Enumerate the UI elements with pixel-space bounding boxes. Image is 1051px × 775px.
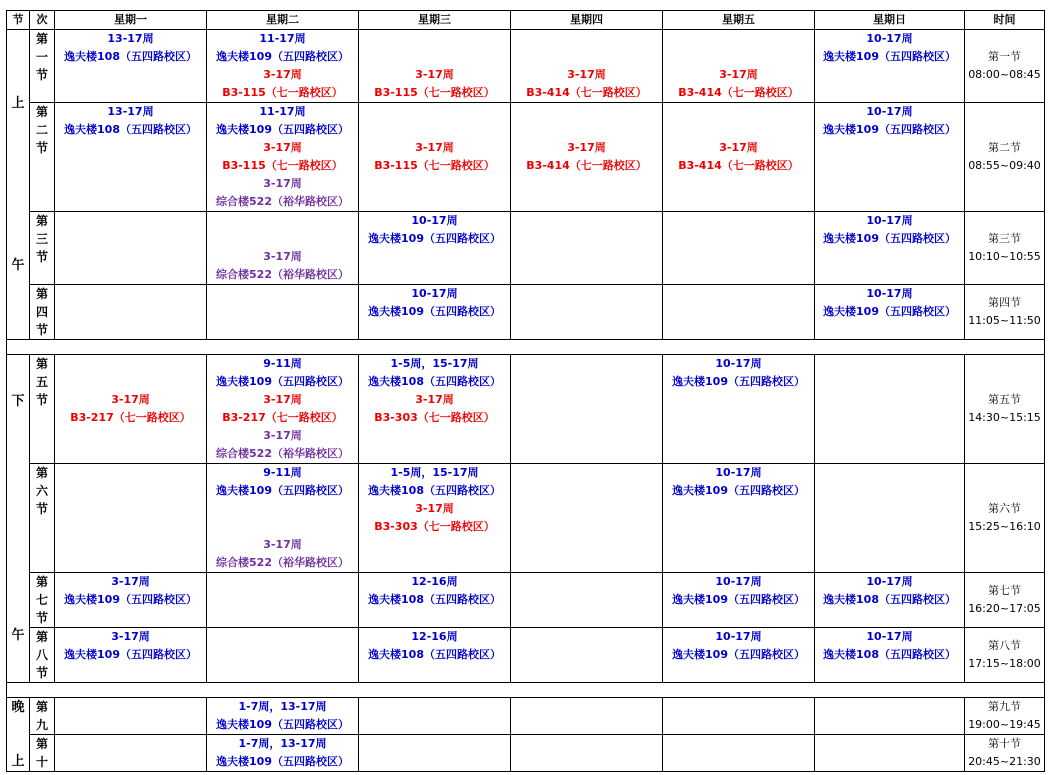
section-row bbox=[7, 735, 1045, 772]
course-cell bbox=[663, 573, 815, 628]
half-char: 午 bbox=[11, 627, 25, 643]
time-cell bbox=[965, 698, 1045, 735]
section-char: 第 bbox=[35, 630, 48, 644]
section-char: 第 bbox=[35, 737, 48, 751]
course-cell bbox=[55, 573, 207, 628]
course-weeks: 10-17周 bbox=[866, 630, 913, 643]
course-weeks: 10-17周 bbox=[866, 214, 913, 227]
course-cell bbox=[207, 355, 359, 464]
course-cell bbox=[55, 698, 207, 735]
section-char: 四 bbox=[35, 305, 48, 319]
time-cell bbox=[965, 285, 1045, 340]
course-room: 综合楼522（裕华路校区） bbox=[216, 556, 349, 569]
course-cell bbox=[55, 735, 207, 772]
section-char: 七 bbox=[35, 593, 48, 607]
section-row bbox=[7, 464, 1045, 573]
section-label bbox=[30, 698, 55, 735]
course-weeks: 10-17周 bbox=[715, 575, 762, 588]
course-weeks: 3-17周 bbox=[415, 68, 454, 81]
course-cell bbox=[815, 103, 965, 212]
time-cell bbox=[965, 212, 1045, 285]
section-char: 第 bbox=[35, 357, 48, 371]
course-room: 逸夫楼108（五四路校区） bbox=[823, 593, 956, 606]
course-weeks: 1-5周，15-17周 bbox=[390, 357, 479, 370]
course-cell bbox=[511, 628, 663, 683]
course-cell bbox=[663, 628, 815, 683]
half-char: 上 bbox=[11, 753, 25, 769]
section-label bbox=[30, 355, 55, 464]
time-range: 10:10~10:55 bbox=[968, 250, 1041, 263]
spacer bbox=[359, 103, 510, 121]
time-cell bbox=[965, 355, 1045, 464]
course-room: 逸夫楼108（五四路校区） bbox=[368, 648, 501, 661]
section-label bbox=[30, 30, 55, 103]
time-range: 08:55~09:40 bbox=[968, 159, 1041, 172]
course-room: 逸夫楼108（五四路校区） bbox=[64, 123, 197, 136]
course-room: 逸夫楼109（五四路校区） bbox=[672, 648, 805, 661]
time-cell bbox=[965, 735, 1045, 772]
course-room: 逸夫楼108（五四路校区） bbox=[823, 648, 956, 661]
gap-cell bbox=[7, 340, 1045, 355]
course-cell bbox=[207, 212, 359, 285]
gap-cell bbox=[7, 683, 1045, 698]
course-cell bbox=[207, 285, 359, 340]
section-char: 第 bbox=[35, 575, 48, 589]
section-char: 节 bbox=[35, 323, 48, 337]
course-cell bbox=[511, 573, 663, 628]
course-cell bbox=[55, 212, 207, 285]
course-room: 综合楼522（裕华路校区） bbox=[216, 447, 349, 460]
half-char: 晚 bbox=[11, 699, 25, 715]
course-room: 逸夫楼109（五四路校区） bbox=[672, 593, 805, 606]
section-label bbox=[30, 628, 55, 683]
time-name: 第六节 bbox=[988, 502, 1021, 515]
section-row bbox=[7, 355, 1045, 464]
section-char: 第 bbox=[35, 214, 48, 228]
course-cell bbox=[359, 355, 511, 464]
course-cell bbox=[55, 285, 207, 340]
course-cell bbox=[359, 698, 511, 735]
course-weeks: 3-17周 bbox=[111, 630, 150, 643]
course-weeks: 10-17周 bbox=[715, 630, 762, 643]
course-weeks: 11-17周 bbox=[259, 105, 306, 118]
course-cell bbox=[359, 735, 511, 772]
half-char: 午 bbox=[11, 257, 25, 273]
spacer bbox=[207, 500, 358, 518]
course-weeks: 3-17周 bbox=[263, 250, 302, 263]
header-time: 时间 bbox=[965, 11, 1045, 30]
course-room: 逸夫楼109（五四路校区） bbox=[672, 484, 805, 497]
course-cell bbox=[815, 30, 965, 103]
course-cell bbox=[511, 355, 663, 464]
course-room: 逸夫楼109（五四路校区） bbox=[368, 232, 501, 245]
course-cell bbox=[359, 212, 511, 285]
spacer bbox=[55, 355, 206, 373]
course-weeks: 1-7周，13-17周 bbox=[238, 737, 327, 750]
course-room: 综合楼522（裕华路校区） bbox=[216, 195, 349, 208]
course-cell bbox=[207, 698, 359, 735]
gap-row bbox=[7, 683, 1045, 698]
course-cell bbox=[55, 103, 207, 212]
course-room: 逸夫楼109（五四路校区） bbox=[216, 484, 349, 497]
section-char: 三 bbox=[35, 232, 48, 246]
course-weeks: 3-17周 bbox=[719, 141, 758, 154]
spacer bbox=[663, 103, 814, 121]
section-char: 节 bbox=[35, 502, 48, 516]
course-cell bbox=[207, 103, 359, 212]
course-cell bbox=[815, 464, 965, 573]
course-room: B3-414（七一路校区） bbox=[678, 86, 799, 99]
header-day: 星期二 bbox=[207, 11, 359, 30]
header-jie: 节 bbox=[7, 11, 30, 30]
section-char: 第 bbox=[35, 466, 48, 480]
time-cell bbox=[965, 628, 1045, 683]
timetable bbox=[6, 10, 1045, 772]
course-cell bbox=[359, 103, 511, 212]
course-cell bbox=[663, 30, 815, 103]
course-weeks: 3-17周 bbox=[567, 68, 606, 81]
section-char: 五 bbox=[35, 375, 48, 389]
section-char: 节 bbox=[35, 611, 48, 625]
course-cell bbox=[207, 735, 359, 772]
spacer bbox=[359, 48, 510, 66]
course-cell bbox=[511, 30, 663, 103]
course-cell bbox=[207, 30, 359, 103]
section-char: 节 bbox=[35, 141, 48, 155]
section-char: 节 bbox=[35, 666, 48, 680]
course-cell bbox=[359, 573, 511, 628]
course-room: B3-115（七一路校区） bbox=[374, 159, 495, 172]
time-range: 19:00~19:45 bbox=[968, 718, 1041, 731]
spacer bbox=[511, 103, 662, 121]
course-cell bbox=[55, 464, 207, 573]
gap-row bbox=[7, 340, 1045, 355]
course-weeks: 10-17周 bbox=[715, 466, 762, 479]
course-room: 逸夫楼108（五四路校区） bbox=[368, 593, 501, 606]
course-cell bbox=[207, 464, 359, 573]
course-room: B3-414（七一路校区） bbox=[526, 159, 647, 172]
half-char: 下 bbox=[11, 393, 25, 409]
course-weeks: 10-17周 bbox=[411, 214, 458, 227]
course-cell bbox=[207, 628, 359, 683]
course-room: B3-303（七一路校区） bbox=[374, 520, 495, 533]
half-char: 上 bbox=[11, 95, 25, 111]
course-cell bbox=[359, 30, 511, 103]
course-room: 逸夫楼109（五四路校区） bbox=[64, 593, 197, 606]
course-cell bbox=[359, 285, 511, 340]
course-room: 综合楼522（裕华路校区） bbox=[216, 268, 349, 281]
course-room: 逸夫楼109（五四路校区） bbox=[216, 375, 349, 388]
course-cell bbox=[663, 355, 815, 464]
spacer bbox=[55, 373, 206, 391]
course-cell bbox=[359, 628, 511, 683]
course-cell bbox=[815, 212, 965, 285]
time-range: 14:30~15:15 bbox=[968, 411, 1041, 424]
spacer bbox=[207, 212, 358, 230]
course-cell bbox=[815, 628, 965, 683]
course-cell bbox=[663, 212, 815, 285]
time-range: 08:00~08:45 bbox=[968, 68, 1041, 81]
time-name: 第十节 bbox=[988, 737, 1021, 750]
course-weeks: 3-17周 bbox=[415, 393, 454, 406]
course-weeks: 12-16周 bbox=[411, 575, 458, 588]
section-row bbox=[7, 30, 1045, 103]
time-name: 第一节 bbox=[988, 50, 1021, 63]
course-weeks: 10-17周 bbox=[866, 105, 913, 118]
course-cell bbox=[511, 285, 663, 340]
header-day: 星期四 bbox=[511, 11, 663, 30]
course-weeks: 11-17周 bbox=[259, 32, 306, 45]
section-char: 节 bbox=[35, 393, 48, 407]
section-char: 第 bbox=[35, 32, 48, 46]
course-cell bbox=[55, 30, 207, 103]
section-row bbox=[7, 103, 1045, 212]
section-char: 十 bbox=[35, 755, 48, 769]
course-weeks: 3-17周 bbox=[415, 502, 454, 515]
time-name: 第二节 bbox=[988, 141, 1021, 154]
course-room: B3-115（七一路校区） bbox=[222, 159, 343, 172]
spacer bbox=[663, 30, 814, 48]
course-weeks: 3-17周 bbox=[111, 575, 150, 588]
section-char: 第 bbox=[35, 700, 48, 714]
course-weeks: 3-17周 bbox=[415, 141, 454, 154]
spacer bbox=[511, 30, 662, 48]
course-cell bbox=[511, 212, 663, 285]
course-cell bbox=[663, 285, 815, 340]
half-label bbox=[7, 355, 30, 683]
course-weeks: 3-17周 bbox=[263, 68, 302, 81]
header-ci: 次 bbox=[30, 11, 55, 30]
section-label bbox=[30, 212, 55, 285]
spacer bbox=[207, 518, 358, 536]
section-label bbox=[30, 464, 55, 573]
course-cell bbox=[511, 735, 663, 772]
course-weeks: 3-17周 bbox=[719, 68, 758, 81]
section-label bbox=[30, 573, 55, 628]
section-char: 九 bbox=[35, 718, 48, 732]
course-room: 逸夫楼109（五四路校区） bbox=[823, 123, 956, 136]
time-name: 第八节 bbox=[988, 639, 1021, 652]
course-cell bbox=[55, 628, 207, 683]
course-cell bbox=[815, 573, 965, 628]
spacer bbox=[663, 121, 814, 139]
course-cell bbox=[815, 355, 965, 464]
course-cell bbox=[207, 573, 359, 628]
time-name: 第四节 bbox=[988, 296, 1021, 309]
course-room: B3-115（七一路校区） bbox=[374, 86, 495, 99]
time-range: 15:25~16:10 bbox=[968, 520, 1041, 533]
section-row bbox=[7, 698, 1045, 735]
course-weeks: 3-17周 bbox=[567, 141, 606, 154]
section-char: 第 bbox=[35, 287, 48, 301]
course-room: 逸夫楼109（五四路校区） bbox=[216, 50, 349, 63]
header-day: 星期一 bbox=[55, 11, 207, 30]
time-cell bbox=[965, 464, 1045, 573]
course-cell bbox=[511, 698, 663, 735]
course-cell bbox=[815, 698, 965, 735]
header-day: 星期五 bbox=[663, 11, 815, 30]
course-weeks: 10-17周 bbox=[866, 287, 913, 300]
course-weeks: 10-17周 bbox=[866, 575, 913, 588]
section-label bbox=[30, 285, 55, 340]
course-room: 逸夫楼108（五四路校区） bbox=[64, 50, 197, 63]
section-row bbox=[7, 212, 1045, 285]
course-weeks: 13-17周 bbox=[107, 32, 154, 45]
section-row bbox=[7, 285, 1045, 340]
course-room: 逸夫楼109（五四路校区） bbox=[216, 755, 349, 768]
course-cell bbox=[511, 103, 663, 212]
course-room: 逸夫楼109（五四路校区） bbox=[823, 50, 956, 63]
course-cell bbox=[815, 735, 965, 772]
spacer bbox=[359, 121, 510, 139]
spacer bbox=[511, 48, 662, 66]
time-range: 17:15~18:00 bbox=[968, 657, 1041, 670]
course-cell bbox=[663, 698, 815, 735]
section-row bbox=[7, 573, 1045, 628]
section-char: 第 bbox=[35, 105, 48, 119]
half-label bbox=[7, 30, 30, 340]
course-weeks: 3-17周 bbox=[263, 177, 302, 190]
time-cell bbox=[965, 103, 1045, 212]
spacer bbox=[359, 30, 510, 48]
course-room: B3-414（七一路校区） bbox=[678, 159, 799, 172]
course-room: B3-217（七一路校区） bbox=[222, 411, 343, 424]
time-name: 第三节 bbox=[988, 232, 1021, 245]
course-weeks: 3-17周 bbox=[263, 393, 302, 406]
section-char: 六 bbox=[35, 484, 48, 498]
course-weeks: 12-16周 bbox=[411, 630, 458, 643]
time-range: 16:20~17:05 bbox=[968, 602, 1041, 615]
course-weeks: 1-7周，13-17周 bbox=[238, 700, 327, 713]
header-day: 星期三 bbox=[359, 11, 511, 30]
section-char: 节 bbox=[35, 250, 48, 264]
course-room: 逸夫楼109（五四路校区） bbox=[368, 305, 501, 318]
section-row bbox=[7, 628, 1045, 683]
time-range: 20:45~21:30 bbox=[968, 755, 1041, 768]
course-room: 逸夫楼108（五四路校区） bbox=[368, 484, 501, 497]
course-room: 逸夫楼109（五四路校区） bbox=[823, 305, 956, 318]
section-label bbox=[30, 735, 55, 772]
section-char: 节 bbox=[35, 68, 48, 82]
course-weeks: 10-17周 bbox=[411, 287, 458, 300]
course-weeks: 3-17周 bbox=[263, 538, 302, 551]
spacer bbox=[663, 48, 814, 66]
header-day: 星期日 bbox=[815, 11, 965, 30]
course-room: 逸夫楼109（五四路校区） bbox=[216, 718, 349, 731]
course-weeks: 1-5周，15-17周 bbox=[390, 466, 479, 479]
time-name: 第五节 bbox=[988, 393, 1021, 406]
time-name: 第七节 bbox=[988, 584, 1021, 597]
course-weeks: 9-11周 bbox=[263, 466, 302, 479]
time-cell bbox=[965, 573, 1045, 628]
course-room: 逸夫楼109（五四路校区） bbox=[672, 375, 805, 388]
course-weeks: 3-17周 bbox=[263, 141, 302, 154]
course-room: 逸夫楼109（五四路校区） bbox=[216, 123, 349, 136]
course-weeks: 10-17周 bbox=[715, 357, 762, 370]
course-room: 逸夫楼109（五四路校区） bbox=[823, 232, 956, 245]
section-char: 一 bbox=[35, 50, 48, 64]
time-cell bbox=[965, 30, 1045, 103]
course-weeks: 3-17周 bbox=[263, 429, 302, 442]
course-weeks: 10-17周 bbox=[866, 32, 913, 45]
spacer bbox=[511, 121, 662, 139]
course-cell bbox=[815, 285, 965, 340]
course-cell bbox=[511, 464, 663, 573]
course-cell bbox=[663, 103, 815, 212]
course-room: 逸夫楼108（五四路校区） bbox=[368, 375, 501, 388]
time-range: 11:05~11:50 bbox=[968, 314, 1041, 327]
course-room: B3-115（七一路校区） bbox=[222, 86, 343, 99]
course-room: 逸夫楼109（五四路校区） bbox=[64, 648, 197, 661]
time-name: 第九节 bbox=[988, 700, 1021, 713]
course-room: B3-217（七一路校区） bbox=[70, 411, 191, 424]
course-weeks: 3-17周 bbox=[111, 393, 150, 406]
course-weeks: 13-17周 bbox=[107, 105, 154, 118]
course-room: B3-303（七一路校区） bbox=[374, 411, 495, 424]
section-char: 八 bbox=[35, 648, 48, 662]
section-char: 二 bbox=[35, 123, 48, 137]
half-label bbox=[7, 698, 30, 772]
spacer bbox=[207, 230, 358, 248]
course-cell bbox=[55, 355, 207, 464]
course-cell bbox=[663, 464, 815, 573]
course-room: B3-414（七一路校区） bbox=[526, 86, 647, 99]
course-cell bbox=[359, 464, 511, 573]
course-weeks: 9-11周 bbox=[263, 357, 302, 370]
header-row bbox=[7, 11, 1045, 30]
section-label bbox=[30, 103, 55, 212]
course-cell bbox=[663, 735, 815, 772]
